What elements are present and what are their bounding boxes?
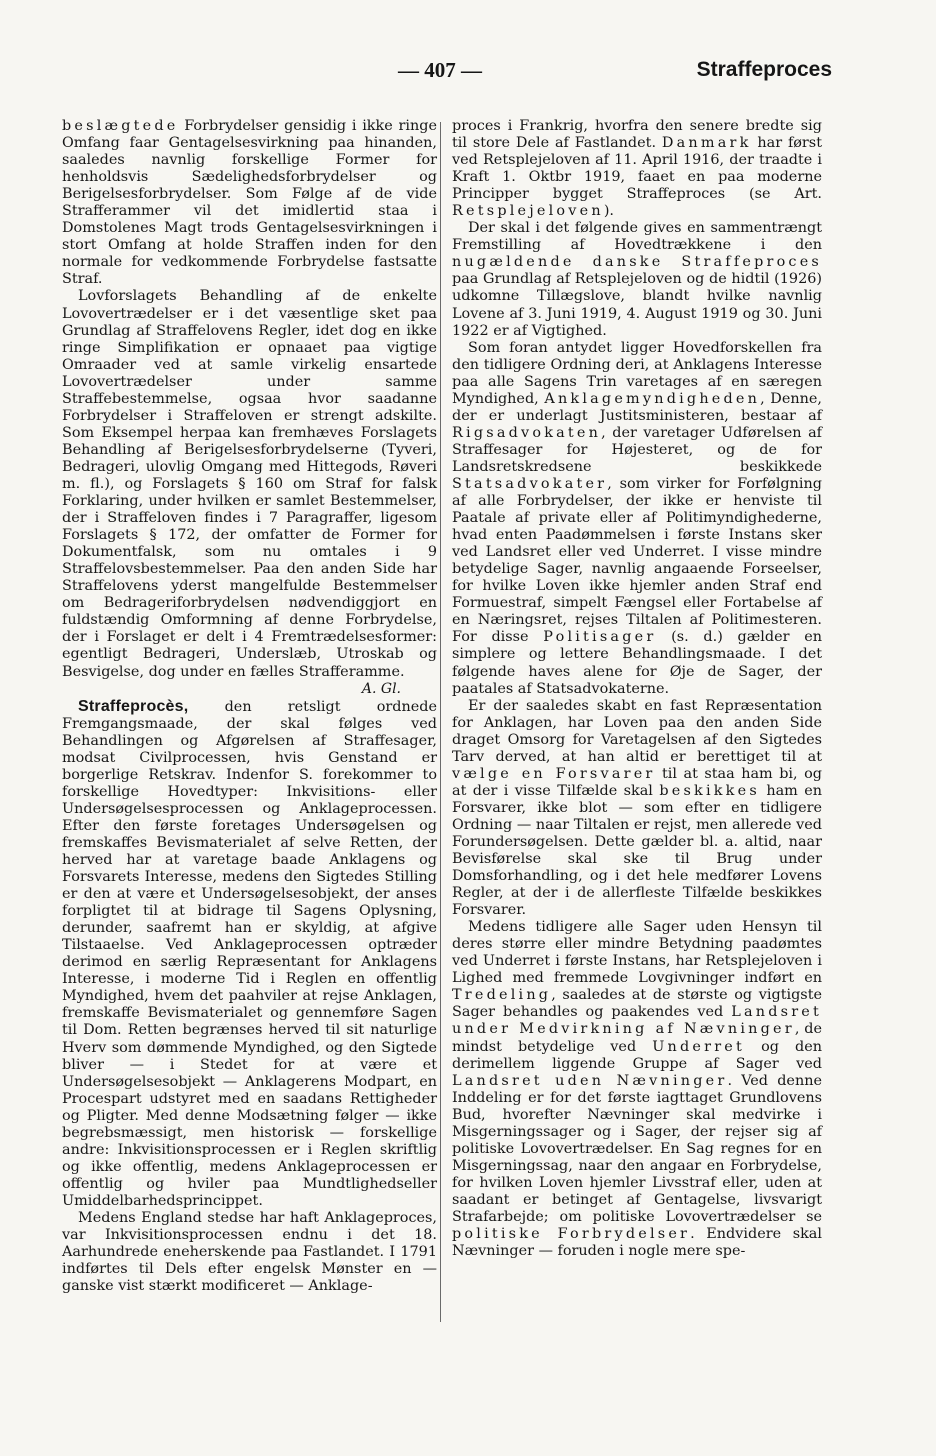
paragraph-text: . Ved denne Inddeling er for det første iagttaget Grundlovens Bud, hvorefter Nævninger skal medvirke i Misgerningssager og i Sager, der rejser sig af politiske Lovovertrædelser. En Sag regnes for en Misgerningssag, naar den angaar en Forbrydelse, for hvilken Loven hjemler Livsstraf eller, uden at saadant er betinget af Gentagelse, livsvarigt Strafarbejde; om politiske Lovovertrædelser se bbox=[452, 1072, 822, 1225]
author-signature: A. Gl. bbox=[361, 680, 401, 697]
paragraph-text: har først ved Retsplejeloven af 11. April 1916, der traadte i Kraft 1. Oktbr 1919, faaet en paa moderne Principper bygget Straffeproces (se Art. bbox=[452, 135, 822, 203]
paragraph-text: Lovforslagets Behandling af de enkelte Lovovertrædelser er i det væsentlige sket paa Grundlag af Straffelovens Regler, idet dog en ikke ringe Simplifikation er opnaaet paa vigtige Omraader ved at samle virkelig ensartede Lovovertrædelser under samme Straffebestemmelse, ogsaa hvor saadanne Forbrydelser i Straffeloven er strengt adskilte. Som Eksempel herpaa kan fremhæves Forslagets Behandling af Berigelsesforbrydelserne (Tyveri, Bedrageri, ulovlig Omgang med Hittegods, Røveri m. fl.), og Forslagets § 160 om Straf for falsk Forklaring, under hvilken er samlet Bestemmelser, der i Straffeloven findes i 7 Paragraffer, ligesom Forslagets § 172, der omfatter de Former for Dokumentfalsk, som nu omtales i 9 Straffelovsbestemmelser. Paa den anden Side har Straffelovens yderst mangelfulde Bestemmelser om Bedrageriforbrydelsen nødvendiggjort en fuldstændig Omformning af denne Forbrydelse, der i Forslaget er delt i 4 Fremtrædelsesformer: egentligt Bedrageri, Underslæb, Utroskab og Besvigelse, dog under en fælles Strafferamme. bbox=[62, 288, 437, 680]
spaced-term: Retsplejeloven bbox=[452, 203, 604, 220]
paragraph bbox=[62, 118, 437, 288]
paragraph-text: Der skal i det følgende gives en sammentrængt Fremstilling af Hovedtrækkene i den bbox=[452, 220, 822, 254]
paragraph-text: til at staa ham bi, og at der i visse Tilfælde skal bbox=[452, 765, 822, 799]
paragraph-text: proces i Frankrig, hvorfra den senere bredte sig til store Dele af Fastlandet. bbox=[452, 118, 822, 152]
paragraph-text: (s. d.) gælder en simplere og lettere Behandlingsmaade. I det følgende haves alene for Øje de Sager, der paatales af Statsadvokaterne. bbox=[452, 629, 822, 697]
paragraph-text: den retsligt ordnede Fremgangsmaade, der skal følges ved Behandlingen og Afgørelsen af Straffesager, modsat Civilprocessen, hvis Genstand er borgerlige Retskrav. Indenfor S. forekommer to forskellige Hovedtyper: Inkvisitions- eller Undersøgelsesprocessen og Anklageprocessen. Efter den første foretages Undersøgelsen og fremskaffes Bevismaterialet af selve Retten, der herved har at varetage baade Anklagens og Forsvarets Interesse, medens den Sigtedes Stilling er den at være et Undersøgelsesobjekt, der anses forpligtet til at bidrage til Sagens Oplysning, derunder, saafremt han er skyldig, at afgive Tilstaaelse. Ved Anklageprocessen optræder derimod en særlig Repræsentant for Anklagens Interesse, i moderne Tid i Reglen en offentlig Myndighed, hvem det paahviler at rejse Anklagen, fremskaffe Bevismaterialet og gennemføre Sagen til Dom. Retten begrænses herved til sit naturlige Hverv som dømmende Myndighed, og den Sigtede bliver — i Stedet for at være et Undersøgelsesobjekt — Anklagerens Modpart, en Procespart udstyret med en saadans Rettigheder og Pligter. Med denne Modsætning følger — ikke begrebsmæssigt, men historisk — forskellige andre: Inkvisitionsprocessen er i Reglen skriftlig og ikke offentlig, medens Anklageprocessen er offentlig og hviler paa Mundtlighedseller Umiddelbarhedsprincippet. bbox=[62, 698, 437, 1209]
paragraph bbox=[62, 1210, 437, 1295]
page-number: — 407 — bbox=[398, 58, 482, 82]
paragraph-text: ham en Forsvarer, ikke blot — som efter en tidligere Ordning — naar Tiltalen er rejst, men allerede ved Forundersøgelsen. Dette gælder bl. a. altid, naar Bevisførelse skal ske til Brug under Domsforhandling, og i det hele medfører Lovens Regler, at der i de allerfleste Tilfælde beskikkes Forsvarer. bbox=[452, 782, 823, 919]
spaced-term: Underret bbox=[652, 1038, 746, 1055]
paragraph bbox=[452, 698, 822, 920]
spaced-term: Landsret uden Nævninger bbox=[452, 1072, 728, 1089]
spaced-term: vælge en Forsvarer bbox=[452, 765, 656, 782]
spaced-term: Danmark bbox=[661, 135, 752, 152]
paragraph bbox=[452, 340, 822, 698]
paragraph-text: , der varetager Udførelsen af Straffesager for Højesteret, og de for Landsretskredsene beskikkede bbox=[452, 424, 822, 475]
paragraph-text: Forbrydelser gensidig i ikke ringe Omfang faar Gentagelsesvirkning paa hinanden, saaledes navnlig forskellige Former for henholdsvis Sædelighedsforbrydelser og Berigelsesforbrydelser. Som Følge af de vide Strafferammer vil det imidlertid staa i Domstolenes Magt trods Gentagelsesvirkningen i stort Omfang at holde Straffen inden for den normale for vedkommende Forbrydelse fastsatte Straf. bbox=[62, 118, 437, 288]
page-header bbox=[62, 58, 832, 90]
paragraph bbox=[452, 919, 822, 1260]
paragraph-text: . Endvidere skal Nævninger — foruden i nogle mere spe- bbox=[452, 1226, 822, 1260]
paragraph-text: Medens England stedse har haft Anklageproces, var Inkvisitionsprocessen endnu i det 18. Aarhundrede eneherskende paa Fastlandet. I 1791 indførtes til Dels efter engelsk Mønster en — ganske vist stærkt modificeret — Anklage- bbox=[62, 1210, 437, 1295]
spaced-term: Politisager bbox=[543, 629, 657, 646]
paragraph-text: ). bbox=[603, 203, 615, 220]
paragraph-text: Er der saaledes skabt en fast Repræsentation for Anklagen, har Loven paa den anden Side draget Omsorg for Varetagelsen af den Sigtedes Tarv derved, at han altid er berettiget til at bbox=[452, 697, 822, 765]
paragraph-text: og den derimellem liggende Gruppe af Sager ved bbox=[452, 1038, 822, 1072]
paragraph-text: Som foran antydet ligger Hovedforskellen fra den tidligere Ordning deri, at Anklagens Interesse paa alle Sagens Trin varetages af en særegen Myndighed, bbox=[452, 339, 822, 407]
paragraph bbox=[452, 118, 822, 220]
spaced-term: beskikkes bbox=[659, 782, 760, 799]
spaced-term: Rigsadvokaten bbox=[452, 424, 602, 441]
spaced-term: politiske Forbrydelser bbox=[452, 1226, 691, 1243]
spaced-term: Anklagemyndigheden bbox=[544, 390, 761, 407]
right-column bbox=[452, 118, 822, 1260]
paragraph bbox=[62, 288, 437, 680]
paragraph-text: , som virker for Forfølgning af alle Forbrydelser, der ikke er henviste til Paatale af private eller af Politimyndighederne, hvad enten Paadømmelsen i første Instans sker ved Landsret eller ved Underret. I visse mindre betydelige Sager, navnlig angaaende Forseelser, for hvilke Loven ikke hjemler anden Straf end Formuestraf, simpelt Fængsel eller Fortabelse af en Næringsret, rejses Tiltalen af Politimesteren. For disse bbox=[452, 475, 822, 646]
paragraph bbox=[452, 220, 822, 339]
column-divider bbox=[440, 122, 441, 1322]
paragraph-text: paa Grundlag af Retsplejeloven og de hidtil (1926) udkomne Tillægslove, blandt hvilke navnlig Lovene af 3. Juni 1919, 4. August 1919 og 30. Juni 1922 er af Vigtighed. bbox=[452, 271, 822, 339]
left-column bbox=[62, 118, 437, 1295]
spaced-term: Statsadvokater bbox=[452, 475, 608, 492]
entry-paragraph bbox=[62, 698, 437, 1210]
spaced-term: Tredeling bbox=[452, 987, 552, 1004]
paragraph-text: Medens tidligere alle Sager uden Hensyn til deres større eller mindre Betydning paadømtes ved Underret i første Instans, har Retsplejeloven i Lighed med fremmede Lovgivninger indført en bbox=[452, 919, 822, 987]
paragraph-text: , de mindst betydelige ved bbox=[452, 1021, 822, 1055]
paragraph-text: , saaledes at de største og vigtigste Sager behandles og paakendes ved bbox=[452, 987, 822, 1021]
running-title: Straffeproces bbox=[696, 58, 832, 81]
spaced-term: beslægtede bbox=[62, 118, 179, 134]
entry-headword: Straffeprocès, bbox=[78, 697, 189, 715]
spaced-term: nugældende danske Straffeproces bbox=[452, 254, 822, 271]
paragraph-text: , Denne, der er underlagt Justitsministeren, bestaar af bbox=[452, 390, 822, 424]
spaced-term: Landsret under Medvirkning af Nævninger bbox=[452, 1004, 822, 1038]
